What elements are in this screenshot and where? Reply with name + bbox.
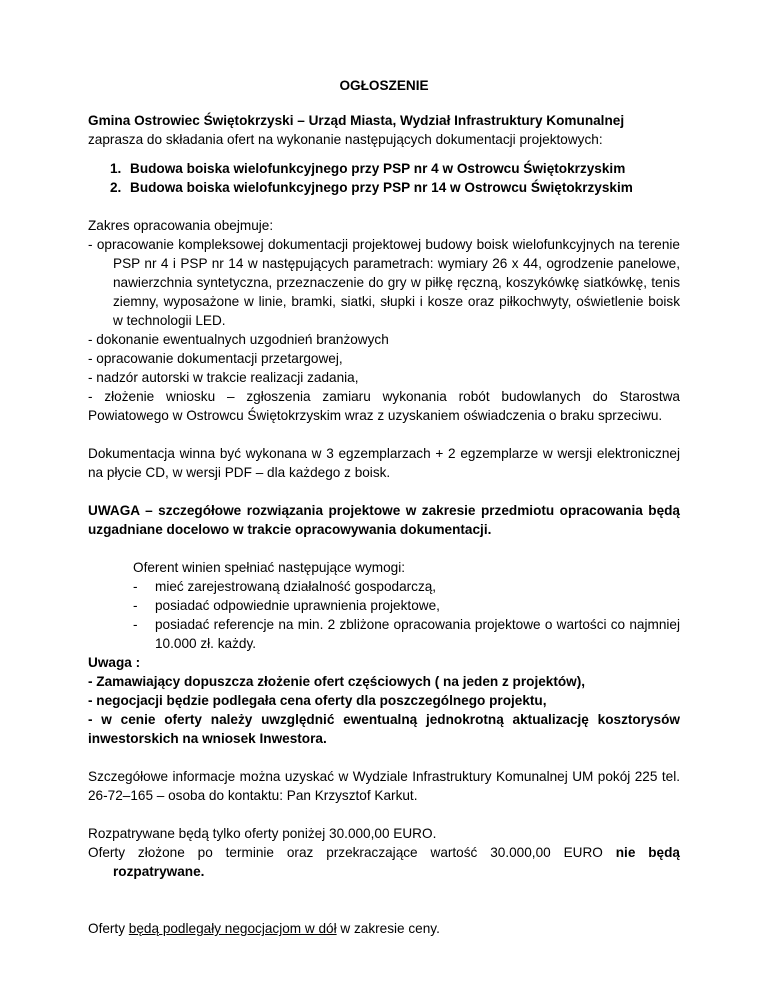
scope-item: - nadzór autorski w trakcie realizacji zadania, xyxy=(88,370,359,385)
issuer-line: Gmina Ostrowiec Świętokrzyski – Urząd Miasta, Wydział Infrastruktury Komunalnej xyxy=(88,113,625,128)
note-item: - Zamawiający dopuszcza złożenie ofert częściowych ( na jeden z projektów), xyxy=(88,674,586,689)
list-item xyxy=(88,159,680,178)
note-item: - w cenie oferty należy uwzględnić ewentualną jednokrotną aktualizację kosztorysów inwestorskich na wniosek Inwestora. xyxy=(88,712,680,746)
final-line xyxy=(88,919,680,938)
list-item: - posiadać odpowiednie uprawnienia projektowe, xyxy=(133,596,680,615)
list-item: - posiadać referencje na min. 2 zbliżone opracowania projektowe o wartości co najmniej 10.000 zł. każdy. xyxy=(133,617,680,651)
document-title: OGŁOSZENIE xyxy=(339,78,429,93)
final-text: Oferty xyxy=(88,921,129,936)
requirement-text: posiadać referencje na min. 2 zbliżone opracowania projektowe o wartości co najmniej 10.000 zł. każdy. xyxy=(155,617,680,651)
limit-text: Oferty złożone po terminie oraz przekraczające wartość 30.000,00 EURO xyxy=(88,845,616,860)
contact-paragraph: Szczegółowe informacje można uzyskać w Wydziale Infrastruktury Komunalnej UM pokój 225 tel. 26-72–165 – osoba do kontaktu: Pan Krzysztof Karkut. xyxy=(88,769,680,803)
project-number: 1. xyxy=(110,161,122,176)
note-heading: Uwaga : xyxy=(88,655,141,670)
list-item: - mieć zarejestrowaną działalność gospodarczą, xyxy=(133,577,680,596)
project-text: Budowa boiska wielofunkcyjnego przy PSP nr 4 w Ostrowcu Świętokrzyskim xyxy=(130,161,626,176)
project-text: Budowa boiska wielofunkcyjnego przy PSP nr 14 w Ostrowcu Świętokrzyskim xyxy=(130,180,633,195)
list-item xyxy=(88,178,680,197)
limit-line: Rozpatrywane będą tylko oferty poniżej 30.000,00 EURO. xyxy=(88,826,437,841)
warning-paragraph: UWAGA – szczegółowe rozwiązania projektowe w zakresie przedmiotu opracowania będą uzgadniane docelowo w trakcie opracowywania dokumentacji. xyxy=(88,503,680,537)
announcement-document xyxy=(88,76,680,938)
requirement-text: mieć zarejestrowaną działalność gospodarczą, xyxy=(155,579,437,594)
final-text-end: w zakresie ceny. xyxy=(336,921,440,936)
requirements-heading: Oferent winien spełniać następujące wymogi: xyxy=(133,560,406,575)
projects-list xyxy=(88,159,680,197)
note-item: - negocjacji będzie podlegała cena oferty dla poszczególnego projektu, xyxy=(88,693,547,708)
requirements-section xyxy=(133,558,680,653)
invitation-line: zaprasza do składania ofert na wykonanie następujących dokumentacji projektowych: xyxy=(88,132,603,147)
project-number: 2. xyxy=(110,180,122,195)
final-underlined-text: będą podlegały negocjacjom w dół xyxy=(128,921,337,936)
limit-bold-text: nie będą rozpatrywane. xyxy=(113,845,680,879)
scope-item: - dokonanie ewentualnych uzgodnień branżowych xyxy=(88,332,389,347)
documentation-paragraph: Dokumentacja winna być wykonana w 3 egzemplarzach + 2 egzemplarze w wersji elektronicznej na płycie CD, w wersji PDF – dla każdego z boisk. xyxy=(88,446,680,480)
scope-heading: Zakres opracowania obejmuje: xyxy=(88,218,274,233)
limit-line-2 xyxy=(88,843,680,881)
scope-item: - opracowanie dokumentacji przetargowej, xyxy=(88,351,343,366)
scope-item: - złożenie wniosku – zgłoszenia zamiaru wykonania robót budowlanych do Starostwa Powiatowego w Ostrowcu Świętokrzyskim wraz z uzyskaniem oświadczenia o braku sprzeciwu. xyxy=(88,389,680,423)
scope-item: - opracowanie kompleksowej dokumentacji projektowej budowy boisk wielofunkcyjnych na terenie PSP nr 4 i PSP nr 14 w następujących parametrach: wymiary 26 x 44, ogrodzenie panelowe, nawierzchnia syntetyczna, przeznaczenie do gry w piłkę ręczną, koszykówkę siatkówkę, tenis ziemny, wyposażone w linie, bramki, siatki, słupki i kosze oraz piłkochwyty, oświetlenie boisk w technologii LED. xyxy=(88,237,680,328)
requirement-text: posiadać odpowiednie uprawnienia projektowe, xyxy=(155,598,440,613)
